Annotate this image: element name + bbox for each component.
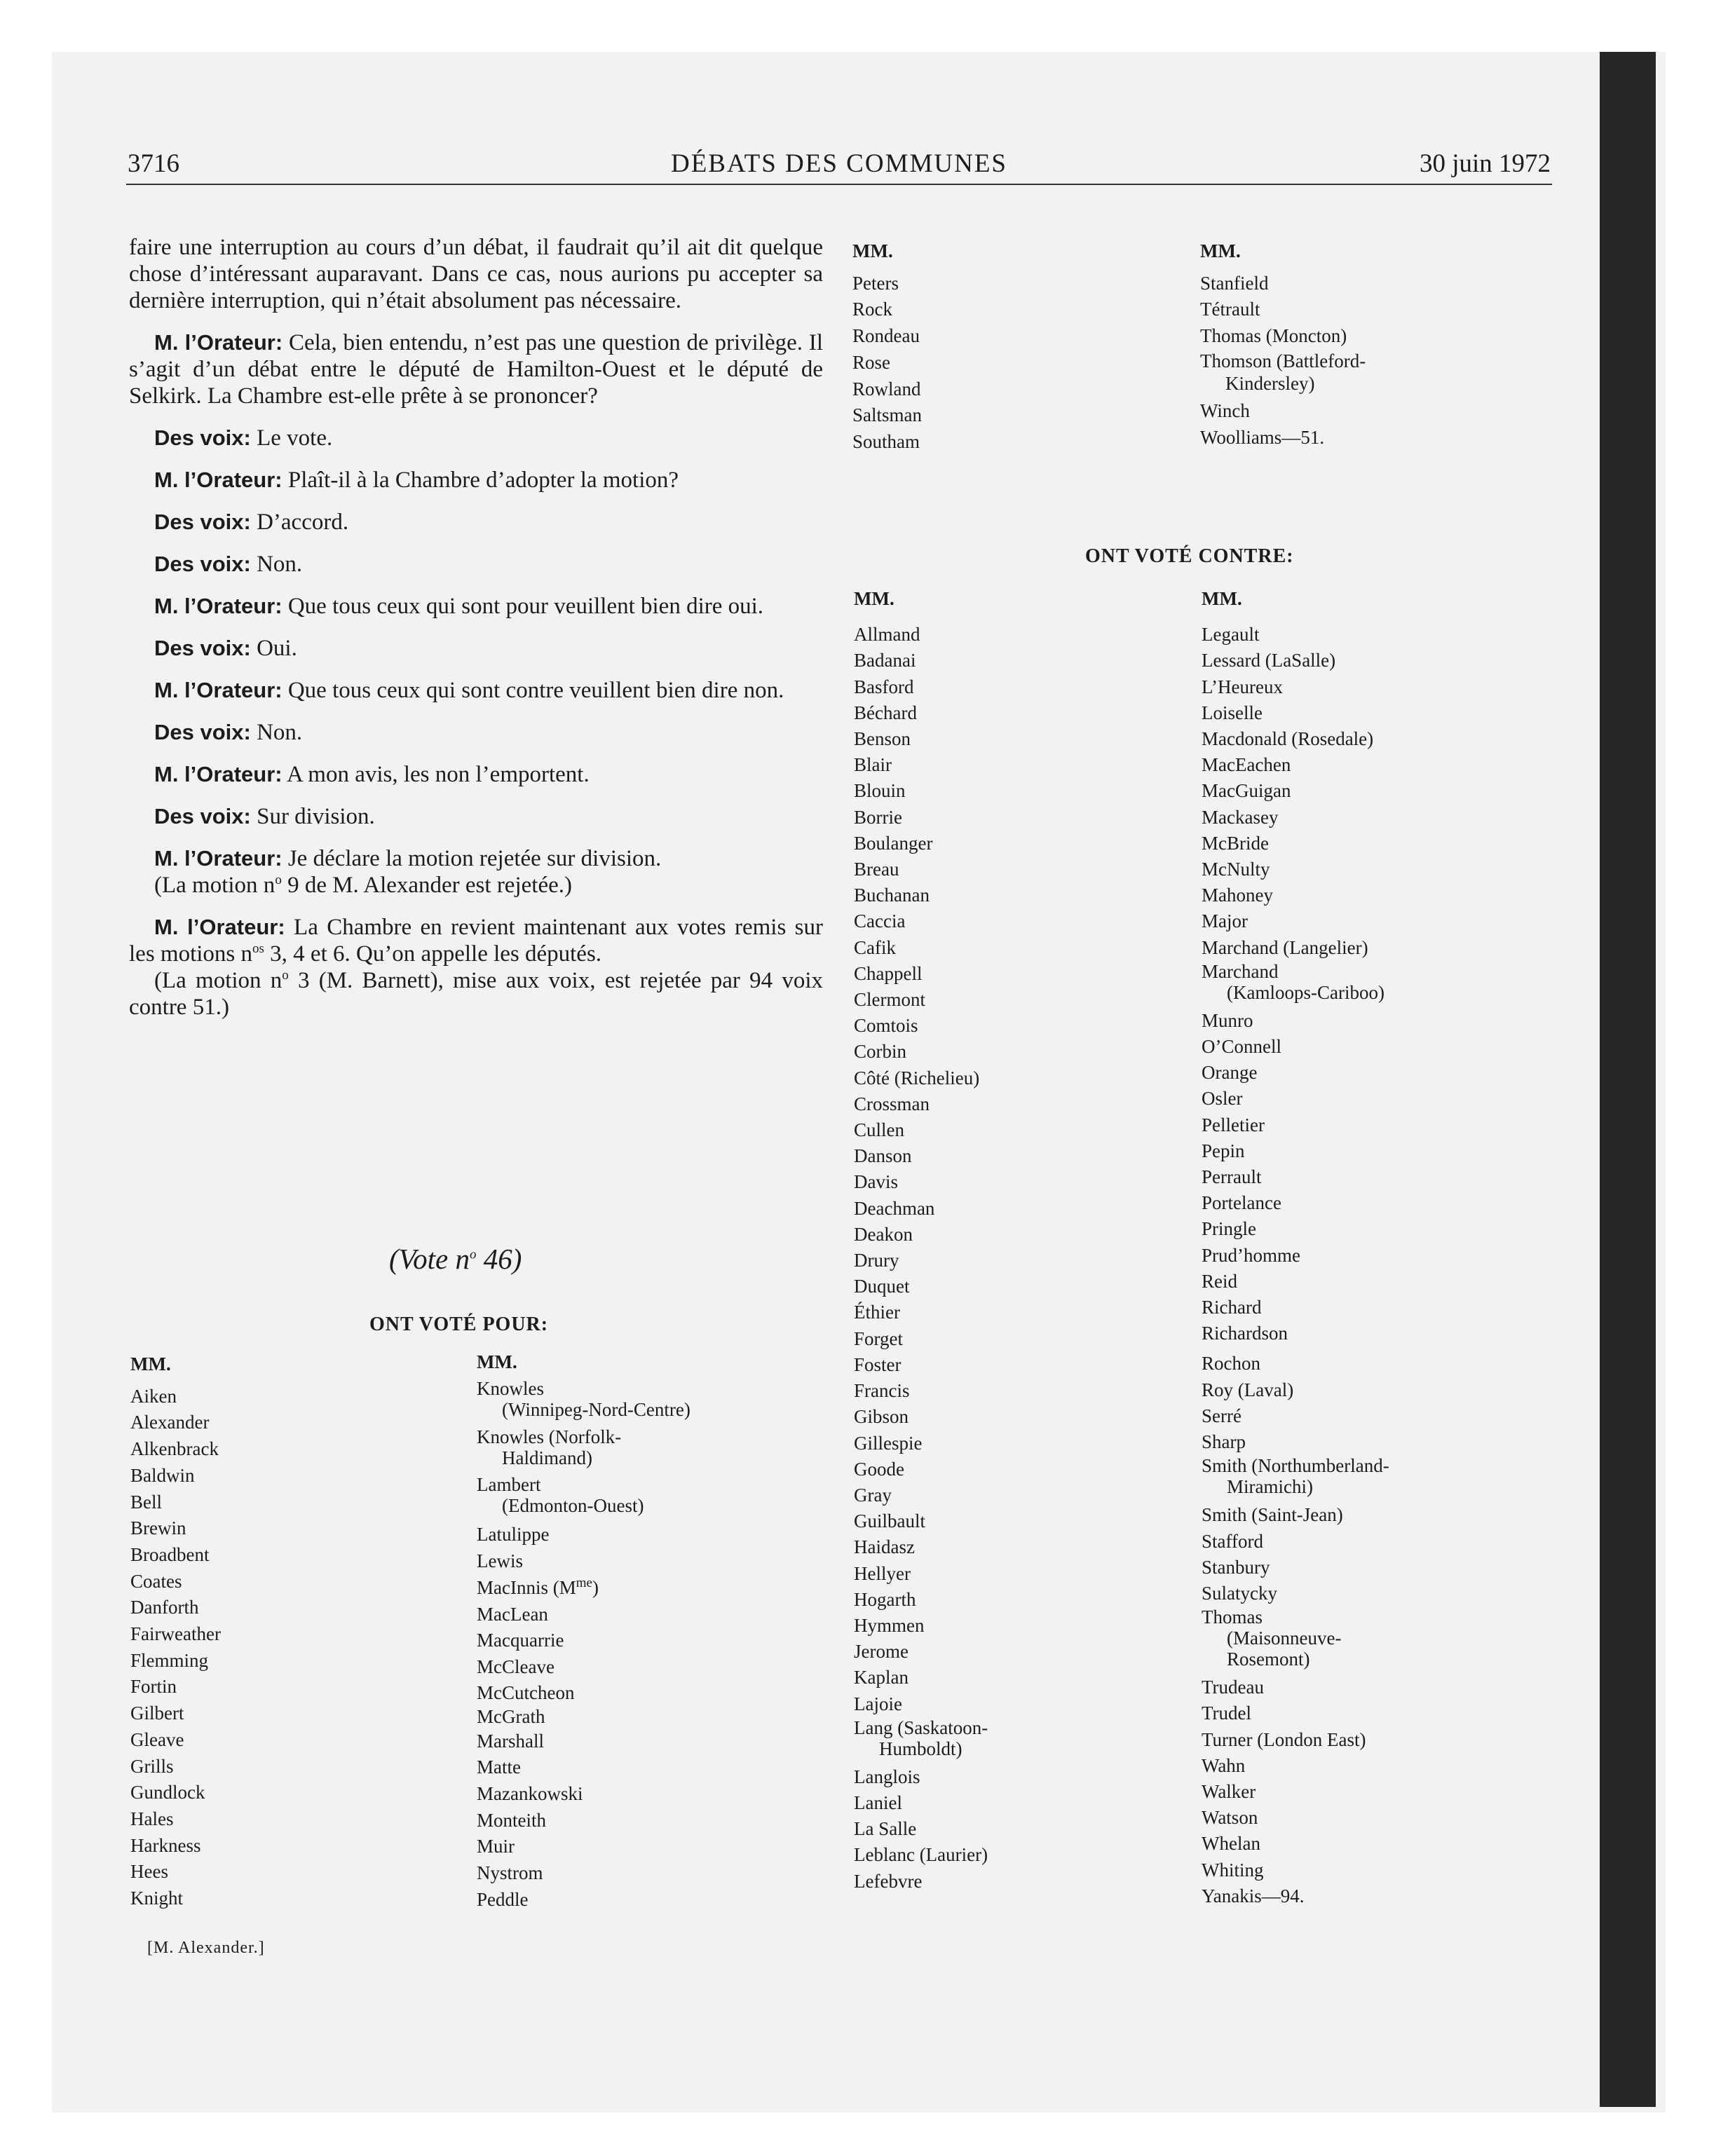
list-item: Stafford — [1202, 1530, 1263, 1552]
list-item: Gleave — [130, 1728, 184, 1750]
paragraph: Des voix: Non. — [154, 552, 303, 577]
list-item: Pringle — [1202, 1218, 1256, 1240]
list-item: Mahoney — [1202, 885, 1273, 906]
list-item: Knowles — [477, 1378, 544, 1400]
list-item: Corbin — [854, 1041, 907, 1063]
list-item: Laniel — [854, 1792, 902, 1813]
vote-title: (Vote $n^o$ 46) — [389, 1243, 522, 1275]
list-item: Hymmen — [854, 1614, 925, 1636]
list-item: Turner (London East) — [1202, 1728, 1366, 1750]
list-item: Trudel — [1202, 1703, 1252, 1724]
debate-text — [129, 234, 823, 1036]
mm-label: MM. — [1200, 240, 1241, 261]
list-item: Grills — [130, 1755, 174, 1777]
list-item: Matte — [477, 1756, 521, 1778]
paragraph: M. l’Orateur: Que tous ceux qui sont contre veuillent bien dire non. — [154, 678, 784, 703]
list-item: Borrie — [854, 806, 902, 828]
paragraph: M. l’Orateur: Que tous ceux qui sont pour veuillent bien dire oui. — [154, 594, 764, 619]
list-item: Thomas — [1202, 1606, 1263, 1628]
list-item: Prud’homme — [1202, 1244, 1300, 1266]
list-item: Perrault — [1202, 1166, 1262, 1188]
mm-label: MM. — [477, 1351, 517, 1372]
list-item: Rose — [852, 351, 890, 373]
list-item: Rosemont) — [1227, 1649, 1310, 1670]
list-item: Legault — [1202, 624, 1260, 646]
journal-title: DÉBATS DES COMMUNES — [670, 149, 1007, 178]
for-list-col3 — [852, 238, 922, 456]
list-item: Kindersley) — [1225, 372, 1315, 394]
list-item: Cafik — [854, 936, 896, 958]
list-item: Gibson — [854, 1406, 909, 1428]
list-item: O’Connell — [1202, 1036, 1281, 1058]
list-item: Guilbault — [854, 1510, 925, 1532]
list-item: Marchand (Langelier) — [1202, 936, 1368, 958]
list-item: Béchard — [854, 702, 917, 723]
list-item: Haldimand) — [502, 1447, 592, 1468]
list-item: Buchanan — [854, 885, 930, 906]
list-item: Woolliams—51. — [1200, 426, 1325, 448]
against-list-col2 — [1202, 586, 1389, 1909]
binding-edge — [1600, 52, 1656, 2107]
list-item: Foster — [854, 1353, 901, 1375]
list-item: Knight — [130, 1888, 184, 1909]
list-item: Munro — [1202, 1009, 1253, 1031]
list-item: Chappell — [854, 962, 923, 984]
paragraph: (La motion $n^o$ 3 (M. Barnett), mise aux voix, est rejetée par 94 voix contre 51.) — [129, 968, 823, 1020]
list-item: Tétrault — [1200, 299, 1260, 320]
list-item: Knowles (Norfolk- — [477, 1426, 622, 1447]
list-item: Badanai — [854, 650, 916, 671]
list-item: Leblanc (Laurier) — [854, 1844, 988, 1866]
list-item: Coates — [130, 1570, 182, 1592]
list-item: Alexander — [130, 1412, 210, 1433]
list-item: Orange — [1202, 1062, 1258, 1084]
list-item: (Maisonneuve- — [1227, 1628, 1342, 1649]
list-item: Goode — [854, 1458, 904, 1480]
list-item: Broadbent — [130, 1543, 210, 1565]
against-list-col1 — [854, 586, 988, 1895]
list-item: Roy (Laval) — [1202, 1379, 1294, 1400]
list-item: Deakon — [854, 1223, 913, 1245]
list-item: Marshall — [477, 1730, 544, 1752]
list-item: Smith (Northumberland- — [1202, 1455, 1389, 1477]
list-item: Duquet — [854, 1276, 910, 1297]
list-item: Gilbert — [130, 1703, 184, 1724]
list-item: Côté (Richelieu) — [854, 1067, 980, 1089]
list-item: Harkness — [130, 1834, 201, 1856]
list-item: Forget — [854, 1328, 904, 1349]
list-item: Rock — [852, 299, 892, 320]
paragraph: M. l’Orateur: Cela, bien entendu, n’est pas une question de privilège. Il s’agit d’un débat entre le député de Hamilton-Ouest et le député de Selkirk. La Chambre est-elle prête à se prononcer? — [129, 330, 823, 409]
list-item: Osler — [1202, 1088, 1243, 1110]
list-item: McGrath — [477, 1705, 545, 1727]
speaker-signature: [M. Alexander.] — [147, 1939, 265, 1957]
list-item: Marchand — [1202, 960, 1279, 982]
for-list-col4 — [1200, 238, 1366, 451]
list-item: Gundlock — [130, 1782, 205, 1803]
list-item: Baldwin — [130, 1464, 195, 1486]
paragraph: (La motion $n^o$ 9 de M. Alexander est rejetée.) — [154, 873, 572, 898]
list-item: MacLean — [477, 1603, 548, 1625]
list-item: Hees — [130, 1861, 168, 1883]
list-item: Fortin — [130, 1676, 177, 1698]
list-item: Caccia — [854, 910, 906, 932]
page-date: 30 juin 1972 — [1419, 149, 1551, 178]
list-item: Allmand — [854, 624, 920, 646]
list-item: Aiken — [130, 1385, 177, 1407]
list-item: Winch — [1200, 400, 1250, 421]
mm-label: MM. — [854, 588, 894, 609]
list-item: Wahn — [1202, 1754, 1246, 1776]
list-item: Yanakis—94. — [1202, 1885, 1305, 1906]
for-list-col2 — [477, 1351, 690, 1913]
list-item: (Winnipeg-Nord-Centre) — [502, 1399, 690, 1421]
against-heading: ONT VOTÉ CONTRE: — [1085, 545, 1294, 567]
list-item: Langlois — [854, 1766, 920, 1787]
list-item: Lang (Saskatoon- — [854, 1717, 988, 1738]
list-item: Basford — [854, 676, 914, 697]
list-item: Francis — [854, 1380, 910, 1402]
list-item: McCleave — [477, 1656, 554, 1677]
paragraph: Des voix: D’accord. — [154, 510, 349, 535]
mm-label: MM. — [1202, 588, 1242, 609]
list-item: Sharp — [1202, 1431, 1246, 1453]
list-item: MacEachen — [1202, 754, 1291, 776]
list-item: La Salle — [854, 1818, 917, 1840]
list-item: Whelan — [1202, 1833, 1260, 1855]
list-item: Nystrom — [477, 1862, 543, 1884]
list-item: Stanbury — [1202, 1556, 1270, 1578]
for-heading: ONT VOTÉ POUR: — [369, 1314, 549, 1335]
list-item: Sulatycky — [1202, 1582, 1277, 1604]
list-item: Saltsman — [852, 404, 922, 426]
list-item: Flemming — [130, 1649, 209, 1671]
list-item: Fairweather — [130, 1623, 221, 1645]
list-item: (Edmonton-Ouest) — [502, 1495, 644, 1517]
list-item: Rowland — [852, 378, 921, 400]
list-item: Lambert — [477, 1474, 541, 1496]
list-item: Boulanger — [854, 832, 933, 854]
paragraph: Des voix: Le vote. — [154, 425, 333, 451]
list-item: Drury — [854, 1250, 899, 1271]
paragraph: Des voix: Non. — [154, 720, 303, 745]
list-item: MacGuigan — [1202, 780, 1291, 802]
list-item: Trudeau — [1202, 1677, 1265, 1698]
list-item: Lajoie — [854, 1693, 902, 1714]
list-item: Portelance — [1202, 1192, 1281, 1214]
list-item: McNulty — [1202, 859, 1270, 880]
list-item: Blair — [854, 754, 892, 776]
list-item: Benson — [854, 728, 911, 750]
list-item: Rochon — [1202, 1353, 1260, 1374]
list-item: Miramichi) — [1227, 1476, 1313, 1498]
list-item: Gillespie — [854, 1432, 923, 1454]
list-item: McBride — [1202, 832, 1269, 854]
list-item: Thomas (Moncton) — [1200, 325, 1347, 347]
list-item: Muir — [477, 1836, 515, 1857]
list-item: Danson — [854, 1145, 912, 1167]
list-item: MacInnis $(M^{me})$ — [477, 1575, 599, 1598]
list-item: McCutcheon — [477, 1681, 575, 1703]
list-item: Lessard (LaSalle) — [1202, 650, 1336, 671]
paragraph: M. l’Orateur: A mon avis, les non l’emportent. — [154, 762, 590, 787]
list-item: Mackasey — [1202, 806, 1279, 828]
list-item: Macquarrie — [477, 1630, 564, 1651]
list-item: Smith (Saint-Jean) — [1202, 1504, 1343, 1526]
list-item: Southam — [852, 430, 920, 452]
list-item: Davis — [854, 1171, 898, 1193]
list-item: Walker — [1202, 1780, 1256, 1802]
list-item: Loiselle — [1202, 702, 1263, 723]
list-item: Mazankowski — [477, 1783, 583, 1805]
list-item: Deachman — [854, 1197, 935, 1219]
list-item: Latulippe — [477, 1524, 550, 1546]
paragraph: Des voix: Sur division. — [154, 804, 375, 829]
list-item: Crossman — [854, 1093, 930, 1114]
list-item: Danforth — [130, 1597, 199, 1618]
list-item: Rondeau — [852, 325, 920, 347]
list-item: Lewis — [477, 1550, 523, 1572]
list-item: Reid — [1202, 1270, 1237, 1292]
list-item: Cullen — [854, 1119, 904, 1141]
list-item: Serré — [1202, 1405, 1241, 1426]
for-list-col1 — [130, 1351, 221, 1912]
list-item: Hales — [130, 1808, 174, 1829]
list-item: Major — [1202, 910, 1248, 932]
list-item: Gray — [854, 1484, 892, 1506]
list-item: Comtois — [854, 1015, 918, 1037]
list-item: L’Heureux — [1202, 676, 1283, 697]
paragraph: Des voix: Oui. — [154, 636, 297, 661]
list-item: Éthier — [854, 1302, 900, 1323]
list-item: Monteith — [477, 1809, 546, 1831]
list-item: Stanfield — [1200, 272, 1269, 294]
list-item: (Kamloops-Cariboo) — [1227, 981, 1384, 1003]
list-item: Alkenbrack — [130, 1438, 219, 1460]
list-item: Peters — [852, 272, 899, 294]
list-item: Hogarth — [854, 1588, 916, 1610]
page-number: 3716 — [128, 149, 179, 178]
list-item: Peddle — [477, 1888, 529, 1910]
list-item: Richard — [1202, 1297, 1262, 1318]
list-item: Pelletier — [1202, 1114, 1265, 1135]
list-item: Thomson (Battleford- — [1200, 350, 1366, 371]
list-item: Macdonald (Rosedale) — [1202, 728, 1374, 750]
mm-label: MM. — [852, 240, 893, 261]
list-item: Lefebvre — [854, 1870, 923, 1892]
list-item: Pepin — [1202, 1140, 1245, 1161]
paragraph: M. l’Orateur: La Chambre en revient maintenant aux votes remis sur les motions $n^{os}$ 3, 4 et 6. Qu’on appelle les députés. — [129, 915, 823, 967]
list-item: Haidasz — [854, 1536, 915, 1558]
list-item: Richardson — [1202, 1323, 1288, 1344]
list-item: Blouin — [854, 780, 906, 802]
list-item: Breau — [854, 859, 899, 880]
mm-label: MM. — [130, 1353, 171, 1374]
list-item: Brewin — [130, 1517, 186, 1539]
paragraph: M. l’Orateur: Je déclare la motion rejetée sur division. — [154, 846, 662, 871]
paragraph: M. l’Orateur: Plaît-il à la Chambre d’adopter la motion? — [154, 468, 679, 493]
list-item: Clermont — [854, 989, 925, 1011]
list-item: Jerome — [854, 1641, 909, 1663]
list-item: Whiting — [1202, 1859, 1264, 1881]
list-item: Bell — [130, 1491, 162, 1513]
page-header — [126, 146, 1552, 185]
list-item: Watson — [1202, 1807, 1258, 1829]
list-item: Humboldt) — [879, 1738, 962, 1759]
list-item: Hellyer — [854, 1562, 911, 1584]
list-item: Kaplan — [854, 1667, 909, 1688]
paragraph: faire une interruption au cours d’un débat, il faudrait qu’il ait dit quelque chose d’intéressant auparavant. Dans ce cas, nous aurions pu accepter sa dernière interruption, qui n’était absolument pas nécessaire. — [129, 235, 823, 313]
